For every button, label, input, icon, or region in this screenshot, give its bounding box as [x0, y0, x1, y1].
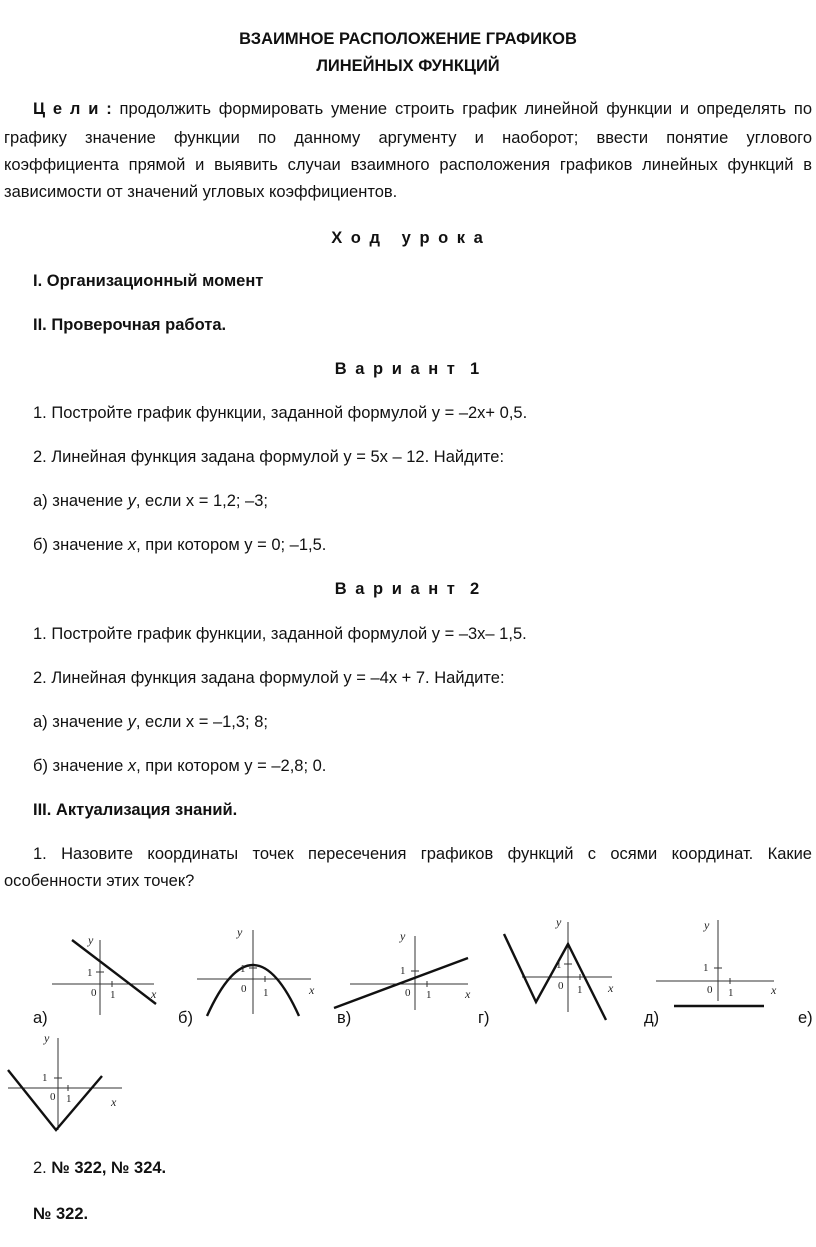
- v1-a-formula: x = 1,2; –3;: [185, 492, 268, 510]
- v2-task2-tail: Найдите:: [429, 669, 505, 687]
- question-1-line-1: [4, 845, 812, 864]
- section-1-heading: I. Организационный момент: [33, 272, 264, 290]
- v1-a-mid: , если: [135, 492, 186, 510]
- v1-b-formula: y = 0; –1,5.: [244, 536, 327, 554]
- y-axis-label: y: [88, 933, 94, 947]
- graph-a: [50, 932, 160, 1017]
- task-322-heading: № 322.: [33, 1205, 89, 1223]
- question-1-line-2: особенности этих точек?: [4, 872, 195, 890]
- graph-label-e: д): [644, 1009, 660, 1027]
- origin-label: 0: [50, 1091, 56, 1103]
- goals-label: Ц е л и :: [33, 100, 112, 118]
- tick-label-x: 1: [577, 984, 583, 996]
- graph-d: [500, 912, 620, 1022]
- tick-label-y: 1: [87, 967, 93, 979]
- variant-2-part-a: [33, 713, 268, 732]
- x-axis-label: x: [465, 987, 471, 1001]
- v1-b-text: б) значение: [33, 536, 128, 554]
- v1-b-var: x: [127, 536, 137, 554]
- graph-label-d: г): [478, 1009, 490, 1027]
- v2-a-text: а) значение: [33, 713, 128, 731]
- section-2-heading: II. Проверочная работа.: [33, 316, 227, 334]
- tick-label-x: 1: [66, 1093, 72, 1105]
- x-axis-label: x: [111, 1095, 117, 1109]
- graph-label-c: в): [337, 1009, 352, 1027]
- x-axis-label: x: [771, 983, 777, 997]
- task-2-line: [33, 1159, 166, 1178]
- v2-b-mid: , при котором: [136, 757, 245, 775]
- v2-b-text: б) значение: [33, 757, 128, 775]
- graph-e: [650, 915, 780, 1010]
- v1-b-mid: , при котором: [136, 536, 245, 554]
- v2-a-formula: x = –1,3; 8;: [185, 713, 268, 731]
- variant-1-heading: В а р и а н т 1: [334, 360, 482, 378]
- variant-2-heading: В а р и а н т 2: [334, 580, 482, 598]
- title-line-2: ЛИНЕЙНЫХ ФУНКЦИЙ: [316, 57, 500, 75]
- v2-a-mid: , если: [135, 713, 186, 731]
- graph-f: [4, 1030, 124, 1135]
- variant-1-part-b: [33, 536, 326, 555]
- v2-a-var: y: [127, 713, 136, 731]
- origin-label: 0: [91, 987, 97, 999]
- v1-task1-text: 1. Постройте график функции, заданной формулой: [33, 404, 432, 422]
- v2-task2-text: 2. Линейная функция задана формулой: [33, 669, 344, 687]
- goals-text-1: продолжить формировать умение строить график линейной функции и определять по: [119, 100, 812, 118]
- tick-label-y: 1: [703, 962, 709, 974]
- variant-1-task-1: [33, 404, 527, 423]
- goals-line-3: коэффициента прямой и выявить случаи взаимного расположения графиков линейных функций в: [4, 156, 812, 174]
- v1-task2-tail: Найдите:: [429, 448, 505, 466]
- variant-1-task-2: [33, 448, 504, 467]
- graph-label-f: е): [798, 1009, 813, 1027]
- task-2-prefix: 2.: [33, 1159, 52, 1177]
- y-axis-label: y: [237, 925, 243, 939]
- y-axis-label: y: [556, 915, 562, 929]
- v1-a-text: а) значение: [33, 492, 128, 510]
- goals-line-4: зависимости от значений угловых коэффициентов.: [4, 183, 398, 201]
- graph-b: [195, 922, 320, 1017]
- x-axis-label: x: [608, 981, 614, 995]
- task-2-numbers: № 322, № 324.: [51, 1159, 167, 1177]
- lesson-heading: Х о д у р о к а: [331, 229, 485, 247]
- v2-task1-formula: y = –3x– 1,5.: [431, 625, 527, 643]
- v1-task2-text: 2. Линейная функция задана формулой: [33, 448, 344, 466]
- graph-label-b: б): [178, 1009, 193, 1027]
- x-axis-label: x: [309, 983, 315, 997]
- y-axis-label: y: [400, 929, 406, 943]
- variant-2-part-b: [33, 757, 326, 776]
- origin-label: 0: [405, 987, 411, 999]
- goals-line-1: [4, 100, 812, 119]
- tick-label-x: 1: [110, 989, 116, 1001]
- v2-task2-formula: y = –4x + 7.: [343, 669, 430, 687]
- section-3-heading: III. Актуализация знаний.: [33, 801, 238, 819]
- variant-2-task-2: [33, 669, 505, 688]
- title-line-1: ВЗАИМНОЕ РАСПОЛОЖЕНИЕ ГРАФИКОВ: [239, 30, 577, 48]
- q1-text-1: 1. Назовите координаты точек пересечения графиков функций с осями координат. Какие: [33, 845, 812, 863]
- v2-task1-text: 1. Постройте график функции, заданной формулой: [33, 625, 432, 643]
- y-axis-label: y: [704, 918, 710, 932]
- v1-task1-formula: y = –2x+ 0,5.: [431, 404, 528, 422]
- graph-label-a: а): [33, 1009, 48, 1027]
- x-axis-label: x: [151, 987, 157, 1001]
- tick-label-y: 1: [42, 1072, 48, 1084]
- origin-label: 0: [241, 983, 247, 995]
- y-axis-label: y: [44, 1031, 50, 1045]
- variant-2-task-1: [33, 625, 527, 644]
- v2-b-var: x: [127, 757, 137, 775]
- tick-label-y: 1: [240, 963, 246, 975]
- tick-label-y: 1: [556, 959, 562, 971]
- tick-label-x: 1: [728, 987, 734, 999]
- tick-label-x: 1: [426, 989, 432, 1001]
- tick-label-y: 1: [400, 965, 406, 977]
- v2-b-formula: y = –2,8; 0.: [244, 757, 327, 775]
- origin-label: 0: [558, 980, 564, 992]
- tick-label-x: 1: [263, 987, 269, 999]
- variant-1-part-a: [33, 492, 268, 511]
- origin-label: 0: [707, 984, 713, 996]
- goals-line-2: графику значение функции по данному аргументу и наоборот; ввести понятие углового: [4, 129, 812, 147]
- v1-a-var: y: [127, 492, 136, 510]
- graph-c: [330, 928, 475, 1018]
- v1-task2-formula: y = 5x – 12.: [343, 448, 430, 466]
